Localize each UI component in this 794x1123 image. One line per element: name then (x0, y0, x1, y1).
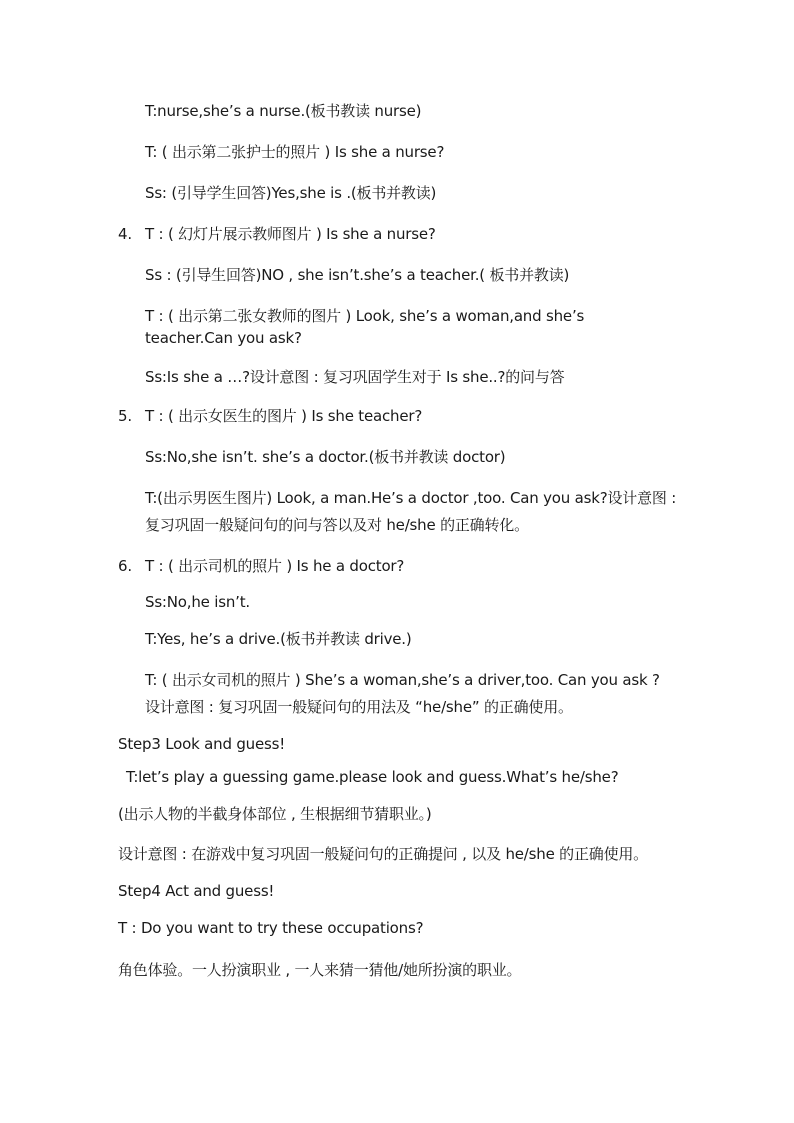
text-line: T:Yes, he’s a drive.(板书并教读 drive.) (145, 630, 412, 648)
item-number: 5. (118, 407, 132, 425)
text-line: teacher.Can you ask? (145, 329, 302, 347)
text-line: T:nurse,she’s a nurse.(板书教读 nurse) (145, 102, 422, 120)
text-line: Ss: (引导学生回答)Yes,she is .(板书并教读) (145, 184, 437, 202)
numbered-item (118, 405, 422, 427)
text-line: Ss:No,she isn’t. she’s a doctor.(板书并教读 doctor) (145, 448, 506, 466)
item-text: T : ( 幻灯片展示教师图片 ) Is she a nurse? (145, 225, 436, 243)
text-line: Ss:No,he isn’t. (145, 593, 250, 611)
item-number: 6. (118, 557, 132, 575)
text-line: T: ( 出示第二张护士的照片 ) Is she a nurse? (145, 143, 445, 161)
step-heading: Step3 Look and guess! (118, 735, 286, 753)
item-text: T : ( 出示司机的照片 ) Is he a doctor? (145, 557, 405, 575)
text-line: Ss : (引导生回答)NO , she isn’t.she’s a teacher.( 板书并教读) (145, 266, 570, 284)
step-heading: Step4 Act and guess! (118, 882, 275, 900)
design-intent-line: 复习巩固一般疑问句的问与答以及对 he/she 的正确转化。 (145, 516, 529, 534)
design-intent-line: Ss:Is she a …?设计意图 : 复习巩固学生对于 Is she..?的问与答 (145, 368, 565, 386)
design-intent-line: 设计意图 : 在游戏中复习巩固一般疑问句的正确提问 , 以及 he/she 的正确使用。 (118, 845, 648, 863)
design-intent-line: 设计意图 : 复习巩固一般疑问句的用法及 “he/she” 的正确使用。 (145, 698, 573, 716)
text-line: T : Do you want to try these occupations? (118, 919, 424, 937)
text-line: (出示人物的半截身体部位 , 生根据细节猜职业。) (118, 805, 432, 823)
text-line: T:let’s play a guessing game.please look and guess.What’s he/she? (126, 768, 619, 786)
numbered-item (118, 223, 436, 245)
text-line: T: ( 出示女司机的照片 ) She’s a woman,she’s a driver,too. Can you ask ? (145, 671, 660, 689)
text-line: 角色体验。一人扮演职业 , 一人来猜一猜他/她所扮演的职业。 (118, 961, 522, 979)
item-number: 4. (118, 225, 132, 243)
numbered-item (118, 555, 404, 577)
text-line: T:(出示男医生图片) Look, a man.He’s a doctor ,too. Can you ask?设计意图 : (145, 489, 677, 507)
text-line: T : ( 出示第二张女教师的图片 ) Look, she’s a woman,and she’s (145, 307, 585, 325)
item-text: T : ( 出示女医生的图片 ) Is she teacher? (145, 407, 423, 425)
